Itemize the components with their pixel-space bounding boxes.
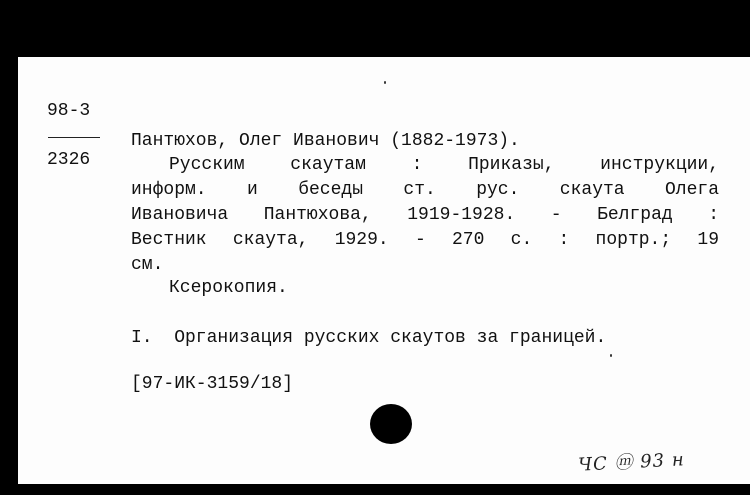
description-line: Русским скаутам : Приказы, инструкции,: [169, 155, 719, 175]
description-line: см.: [131, 255, 164, 275]
bibliographic-description: [131, 153, 719, 278]
ink-speck: [384, 81, 386, 84]
subject-heading: I. Организация русских скаутов за границей.: [131, 328, 607, 348]
accession-code: [97-ИК-3159/18]: [131, 374, 294, 394]
handwritten-inventory-mark: ЧС ⓜ 93 н: [577, 449, 686, 476]
call-number-bottom: 2326: [47, 150, 91, 170]
catalog-card: [18, 57, 750, 484]
format-note: Ксерокопия.: [169, 278, 288, 298]
description-line: Вестник скаута, 1929. - 270 с. : портр.; 19: [131, 230, 719, 250]
ink-speck: [610, 354, 612, 357]
description-line: информ. и беседы ст. рус. скаута Олега: [131, 180, 719, 200]
author-heading: Пантюхов, Олег Иванович (1882-1973).: [131, 131, 520, 151]
punch-hole: [370, 404, 412, 444]
call-number-top: 98-3: [47, 101, 91, 121]
call-number-divider: [48, 137, 100, 138]
description-line: Ивановича Пантюхова, 1919-1928. - Белград :: [131, 205, 719, 225]
